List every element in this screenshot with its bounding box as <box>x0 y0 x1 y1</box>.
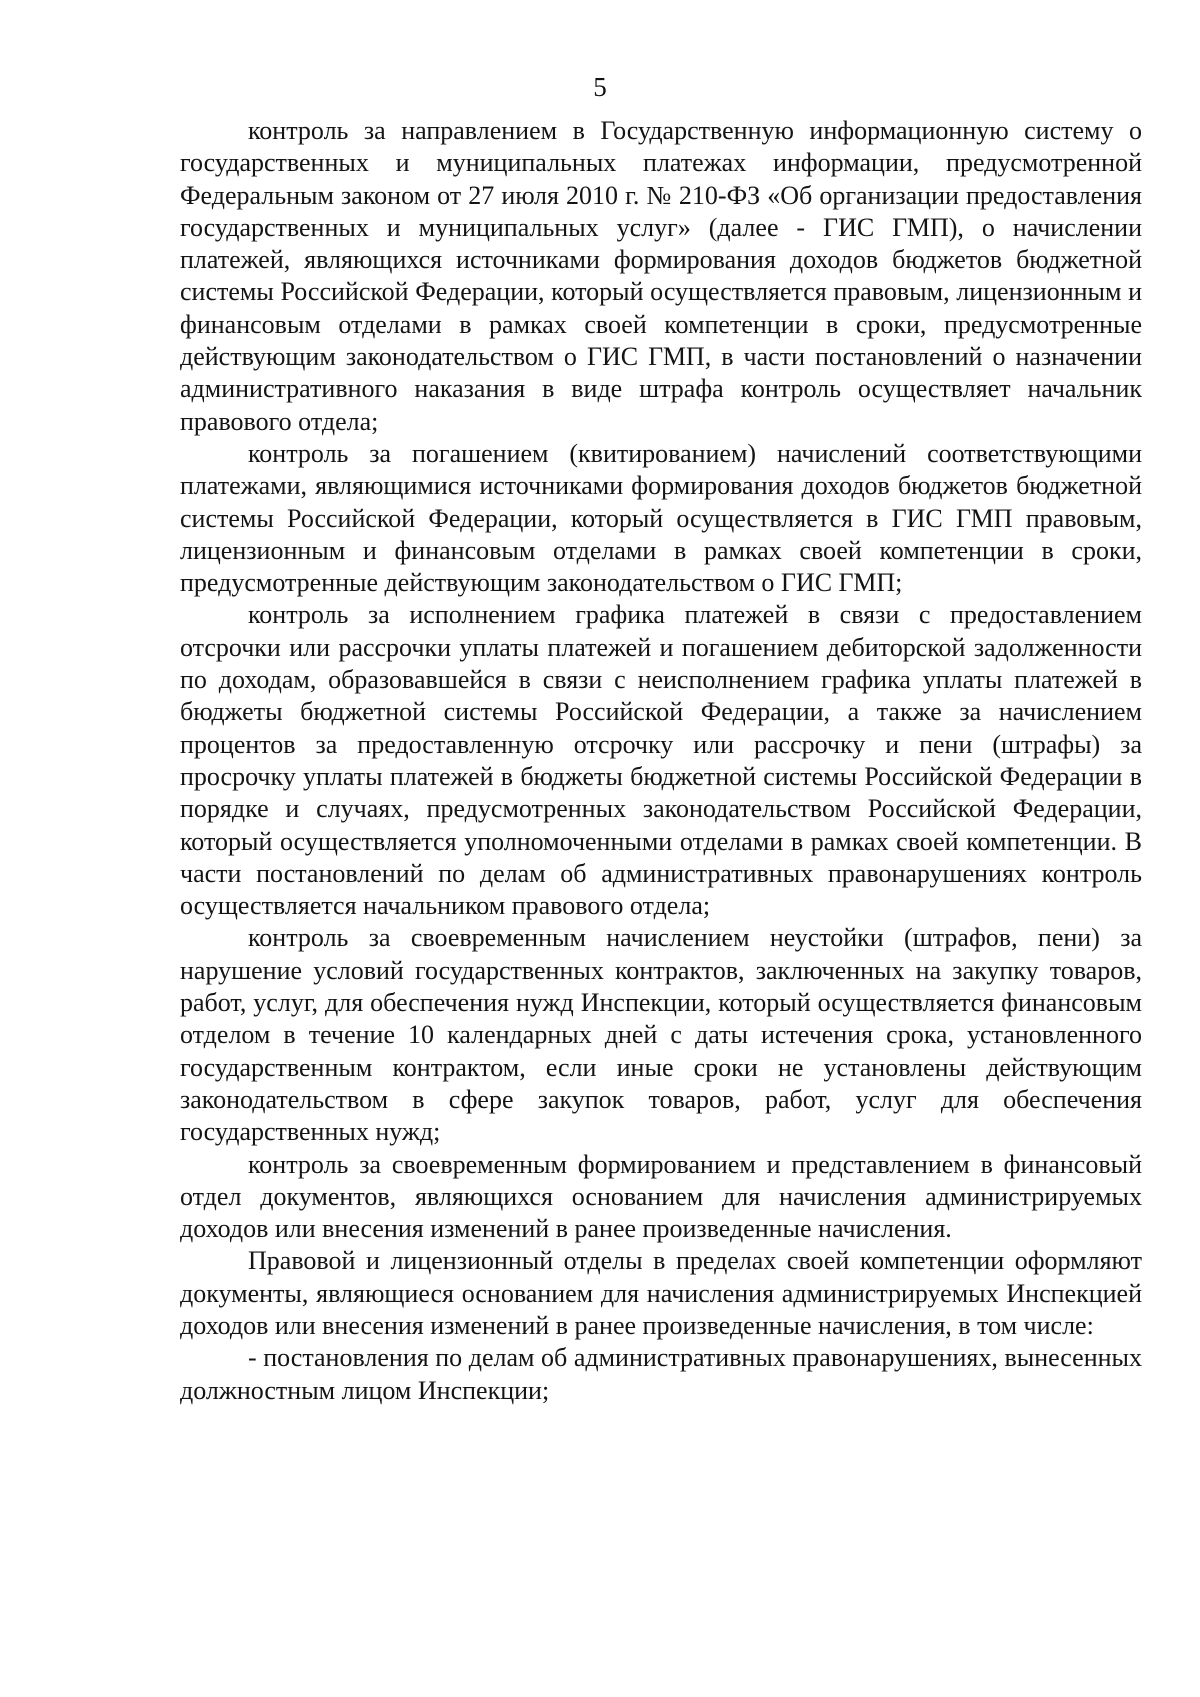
paragraph-legal-licensing-departments: Правовой и лицензионный отделы в пределах своей компетенции оформляют документы, являющиеся основанием для начисления администрируемых Инспекцией доходов или внесения изменений в ранее произведенные начисления, в том числе: <box>180 1246 1142 1340</box>
paragraph-list-item-resolutions: - постановления по делам об административных правонарушениях, вынесенных должностным лицом Инспекции; <box>180 1343 1142 1405</box>
paragraph-repayment-control: контроль за погашением (квитированием) начислений соответствующими платежами, являющимися источниками формирования доходов бюджетов бюджетной системы Российской Федерации, который осуществляется в ГИС ГМП правовым, лицензионным и финансовым отделами в рамках своей компетенции в сроки, предусмотренные действующим законодательством о ГИС ГМП; <box>180 438 1142 598</box>
paragraph-gis-gmp-accrual-control: контроль за направлением в Государственную информационную систему о государственных и муниципальных платежах информации, предусмотренной Федеральным законом от 27 июля 2010 г. № 210-ФЗ «Об организации предоставления государственных и муниципальных услуг» (далее - ГИС ГМП), о начислении платежей, являющихся источниками формирования доходов бюджетов бюджетной системы Российской Федерации, который осуществляется правовым, лицензионным и финансовым отделами в рамках своей компетенции в сроки, предусмотренные действующим законодательством о ГИС ГМП, в части постановлений о назначении административного наказания в виде штрафа контроль осуществляет начальник правового отдела; <box>180 116 1142 436</box>
page-number: 5 <box>593 72 607 102</box>
paragraph-penalty-accrual-control: контроль за своевременным начислением неустойки (штрафов, пени) за нарушение условий государственных контрактов, заключенных на закупку товаров, работ, услуг, для обеспечения нужд Инспекции, который осуществляется финансовым отделом в течение 10 календарных дней с даты истечения срока, установленного государственным контрактом, если иные сроки не установлены действующим законодательством в сфере закупок товаров, работ, услуг для обеспечения государственных нужд; <box>180 923 1142 1147</box>
document-body <box>180 115 1142 1407</box>
paragraph-payment-schedule-control: контроль за исполнением графика платежей в связи с предоставлением отсрочки или рассрочки уплаты платежей и погашением дебиторской задолженности по доходам, образовавшейся в связи с неисполнением графика уплаты платежей в бюджеты бюджетной системы Российской Федерации, а также за начислением процентов за предоставленную отсрочку или рассрочку и пени (штрафы) за просрочку уплаты платежей в бюджеты бюджетной системы Российской Федерации в порядке и случаях, предусмотренных законодательством Российской Федерации, который осуществляется уполномоченными отделами в рамках своей компетенции. В части постановлений по делам об административных правонарушениях контроль осуществляется начальником правового отдела; <box>180 600 1142 921</box>
paragraph-documents-submission-control: контроль за своевременным формированием и представлением в финансовый отдел документов, являющихся основанием для начисления администрируемых доходов или внесения изменений в ранее произведенные начисления. <box>180 1149 1142 1244</box>
